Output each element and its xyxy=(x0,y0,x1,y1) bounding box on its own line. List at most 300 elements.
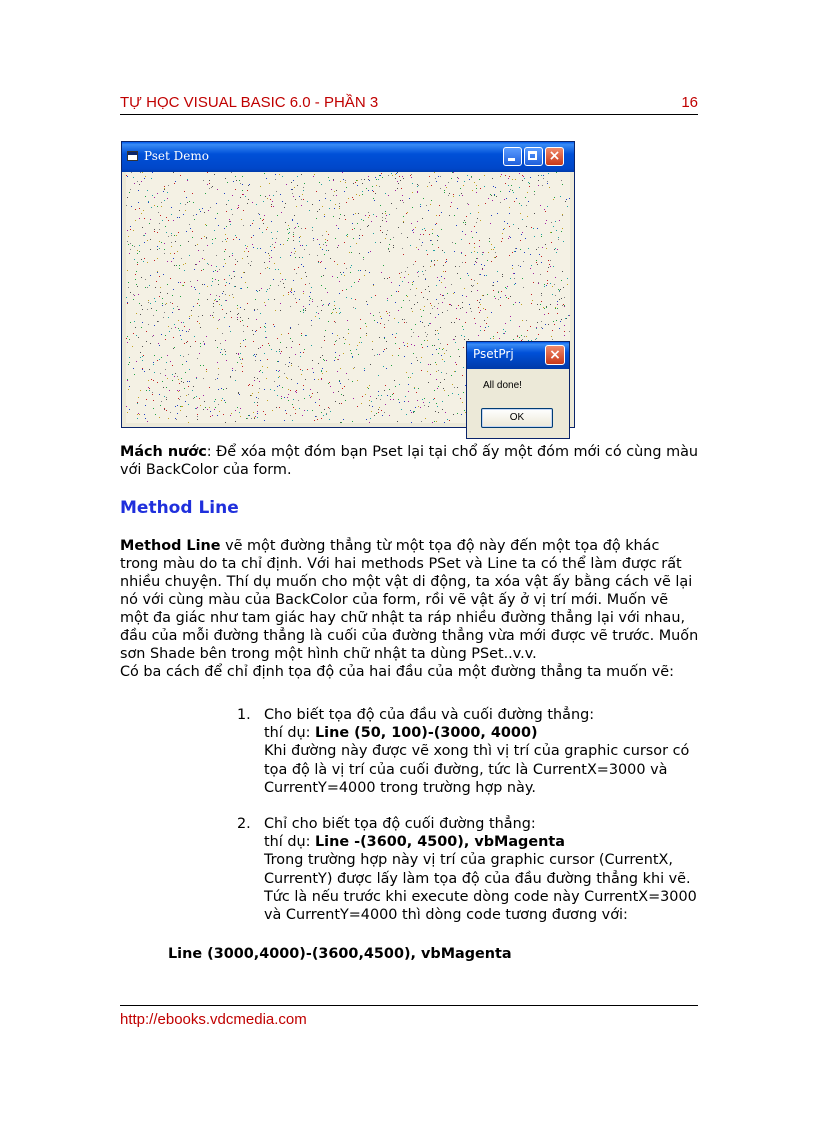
pset-dot xyxy=(342,172,343,173)
pset-dot xyxy=(293,232,294,233)
pset-dot xyxy=(146,399,147,400)
pset-dot xyxy=(247,246,248,247)
pset-dot xyxy=(344,263,345,264)
pset-dot xyxy=(337,335,338,336)
pset-dot xyxy=(326,371,327,372)
pset-dot xyxy=(439,215,440,216)
pset-dot xyxy=(357,406,358,407)
pset-dot xyxy=(389,389,390,390)
pset-dot xyxy=(569,315,570,316)
pset-dot xyxy=(478,335,479,336)
pset-dot xyxy=(293,294,294,295)
pset-dot xyxy=(424,306,425,307)
maximize-button[interactable] xyxy=(524,147,543,166)
pset-dot xyxy=(273,324,274,325)
pset-dot xyxy=(138,337,139,338)
pset-dot xyxy=(368,252,369,253)
pset-dot xyxy=(255,416,256,417)
pset-dot xyxy=(369,422,370,423)
pset-dot xyxy=(154,325,155,326)
pset-dot xyxy=(500,297,501,298)
pset-dot xyxy=(513,224,514,225)
pset-dot xyxy=(212,243,213,244)
pset-dot xyxy=(336,312,337,313)
pset-dot xyxy=(301,174,302,175)
pset-dot xyxy=(404,319,405,320)
pset-dot xyxy=(187,180,188,181)
minimize-button[interactable] xyxy=(503,147,522,166)
pset-dot xyxy=(346,297,347,298)
pset-dot xyxy=(476,232,477,233)
pset-dot xyxy=(187,202,188,203)
pset-dot xyxy=(516,198,517,199)
pset-dot xyxy=(310,389,311,390)
pset-dot xyxy=(456,318,457,319)
pset-dot xyxy=(437,235,438,236)
pset-dot xyxy=(260,273,261,274)
pset-dot xyxy=(537,304,538,305)
pset-dot xyxy=(510,296,511,297)
pset-dot xyxy=(321,347,322,348)
pset-dot xyxy=(536,249,537,250)
pset-dot xyxy=(328,304,329,305)
pset-dot xyxy=(442,302,443,303)
pset-dot xyxy=(405,396,406,397)
pset-dot xyxy=(425,289,426,290)
pset-dot xyxy=(550,304,551,305)
pset-dot xyxy=(230,415,231,416)
pset-dot xyxy=(133,230,134,231)
pset-dot xyxy=(289,362,290,363)
pset-dot xyxy=(559,220,560,221)
pset-dot xyxy=(128,364,129,365)
pset-dot xyxy=(366,326,367,327)
pset-dot xyxy=(145,287,146,288)
pset-dot xyxy=(356,180,357,181)
pset-dot xyxy=(414,387,415,388)
pset-dot xyxy=(312,204,313,205)
pset-dot xyxy=(204,344,205,345)
pset-dot xyxy=(370,364,371,365)
pset-dot xyxy=(564,335,565,336)
pset-dot xyxy=(566,199,567,200)
pset-dot xyxy=(219,269,220,270)
pset-dot xyxy=(342,290,343,291)
pset-dot xyxy=(166,362,167,363)
pset-dot xyxy=(157,272,158,273)
pset-dot xyxy=(210,294,211,295)
window-titlebar[interactable] xyxy=(122,142,574,172)
pset-dot xyxy=(152,336,153,337)
pset-dot xyxy=(311,325,312,326)
pset-dot xyxy=(144,258,145,259)
pset-dot xyxy=(222,241,223,242)
pset-dot xyxy=(186,342,187,343)
pset-dot xyxy=(140,390,141,391)
pset-dot xyxy=(536,338,537,339)
pset-dot xyxy=(297,185,298,186)
pset-dot xyxy=(438,333,439,334)
pset-dot xyxy=(480,188,481,189)
pset-dot xyxy=(161,357,162,358)
pset-dot xyxy=(208,264,209,265)
pset-dot xyxy=(164,186,165,187)
pset-dot xyxy=(299,196,300,197)
pset-dot xyxy=(177,306,178,307)
pset-dot xyxy=(528,248,529,249)
pset-dot xyxy=(355,308,356,309)
pset-dot xyxy=(133,368,134,369)
pset-dot xyxy=(422,322,423,323)
pset-dot xyxy=(168,220,169,221)
pset-dot xyxy=(149,388,150,389)
pset-dot xyxy=(287,229,288,230)
pset-dot xyxy=(173,220,174,221)
pset-dot xyxy=(340,422,341,423)
pset-dot xyxy=(408,282,409,283)
pset-dot xyxy=(272,238,273,239)
pset-dot xyxy=(299,299,300,300)
pset-dot xyxy=(455,336,456,337)
pset-dot xyxy=(150,239,151,240)
pset-dot xyxy=(408,401,409,402)
pset-dot xyxy=(263,223,264,224)
pset-dot xyxy=(492,285,493,286)
pset-dot xyxy=(252,393,253,394)
pset-dot xyxy=(186,231,187,232)
pset-dot xyxy=(182,285,183,286)
pset-dot xyxy=(567,278,568,279)
pset-dot xyxy=(384,412,385,413)
pset-dot xyxy=(175,418,176,419)
pset-dot xyxy=(550,260,551,261)
pset-dot xyxy=(493,290,494,291)
pset-dot xyxy=(188,394,189,395)
pset-dot xyxy=(154,229,155,230)
pset-dot xyxy=(152,195,153,196)
pset-dot xyxy=(271,206,272,207)
pset-dot xyxy=(555,221,556,222)
pset-dot xyxy=(550,232,551,233)
pset-dot xyxy=(189,381,190,382)
pset-dot xyxy=(151,308,152,309)
pset-dot xyxy=(378,391,379,392)
close-button[interactable] xyxy=(545,147,564,166)
pset-dot xyxy=(417,302,418,303)
pset-dot xyxy=(521,304,522,305)
pset-dot xyxy=(140,314,141,315)
pset-dot xyxy=(173,348,174,349)
pset-dot xyxy=(148,302,149,303)
pset-dot xyxy=(458,349,459,350)
pset-dot xyxy=(239,180,240,181)
pset-dot xyxy=(537,228,538,229)
pset-dot xyxy=(496,196,497,197)
pset-dot xyxy=(197,303,198,304)
pset-dot xyxy=(446,187,447,188)
pset-dot xyxy=(388,249,389,250)
pset-dot xyxy=(269,288,270,289)
pset-dot xyxy=(271,204,272,205)
pset-dot xyxy=(452,242,453,243)
pset-dot xyxy=(126,205,127,206)
pset-dot xyxy=(247,190,248,191)
pset-dot xyxy=(167,293,168,294)
pset-dot xyxy=(512,265,513,266)
pset-dot xyxy=(541,295,542,296)
pset-dot xyxy=(189,201,190,202)
pset-dot xyxy=(408,377,409,378)
pset-dot xyxy=(365,323,366,324)
pset-dot xyxy=(441,372,442,373)
pset-dot xyxy=(176,419,177,420)
pset-dot xyxy=(403,300,404,301)
pset-dot xyxy=(300,356,301,357)
pset-dot xyxy=(390,399,391,400)
pset-dot xyxy=(211,285,212,286)
footer-link[interactable]: http://ebooks.vdcmedia.com xyxy=(120,1011,307,1028)
pset-dot xyxy=(368,190,369,191)
pset-dot xyxy=(151,207,152,208)
pset-dot xyxy=(141,305,142,306)
pset-dot xyxy=(559,290,560,291)
pset-dot xyxy=(379,186,380,187)
pset-dot xyxy=(299,408,300,409)
pset-dot xyxy=(275,310,276,311)
pset-dot xyxy=(285,279,286,280)
pset-dot xyxy=(425,332,426,333)
pset-dot xyxy=(334,301,335,302)
pset-dot xyxy=(290,291,291,292)
pset-dot xyxy=(158,212,159,213)
pset-dot xyxy=(426,205,427,206)
pset-dot xyxy=(230,331,231,332)
pset-dot xyxy=(170,412,171,413)
pset-dot xyxy=(488,252,489,253)
pset-dot xyxy=(435,411,436,412)
pset-dot xyxy=(320,247,321,248)
pset-dot xyxy=(164,189,165,190)
pset-dot xyxy=(510,278,511,279)
pset-dot xyxy=(197,414,198,415)
pset-dot xyxy=(430,374,431,375)
pset-dot xyxy=(214,300,215,301)
pset-dot xyxy=(540,274,541,275)
pset-dot xyxy=(492,200,493,201)
pset-dot xyxy=(454,251,455,252)
pset-dot xyxy=(242,176,243,177)
pset-dot xyxy=(435,317,436,318)
pset-dot xyxy=(127,230,128,231)
pset-dot xyxy=(333,180,334,181)
pset-dot xyxy=(173,289,174,290)
pset-dot xyxy=(263,411,264,412)
pset-dot xyxy=(218,225,219,226)
pset-dot xyxy=(243,325,244,326)
pset-dot xyxy=(304,349,305,350)
pset-dot xyxy=(284,373,285,374)
pset-dot xyxy=(215,299,216,300)
pset-dot xyxy=(257,248,258,249)
pset-dot xyxy=(398,399,399,400)
pset-dot xyxy=(252,223,253,224)
pset-dot xyxy=(130,229,131,230)
pset-dot xyxy=(438,370,439,371)
pset-dot xyxy=(146,331,147,332)
pset-dot xyxy=(294,215,295,216)
pset-dot xyxy=(235,189,236,190)
pset-dot xyxy=(175,406,176,407)
pset-dot xyxy=(396,291,397,292)
pset-dot xyxy=(179,265,180,266)
pset-dot xyxy=(461,253,462,254)
pset-dot xyxy=(456,364,457,365)
pset-dot xyxy=(137,286,138,287)
pset-dot xyxy=(394,318,395,319)
pset-dot xyxy=(225,422,226,423)
pset-dot xyxy=(365,394,366,395)
pset-dot xyxy=(389,244,390,245)
pset-dot xyxy=(166,387,167,388)
message-box-close-button[interactable]: × xyxy=(545,345,565,365)
pset-dot xyxy=(471,311,472,312)
pset-dot xyxy=(304,183,305,184)
pset-dot xyxy=(225,402,226,403)
pset-dot xyxy=(178,282,179,283)
pset-dot xyxy=(557,313,558,314)
pset-dot xyxy=(438,386,439,387)
pset-dot xyxy=(157,232,158,233)
pset-dot xyxy=(305,335,306,336)
pset-dot xyxy=(288,389,289,390)
pset-dot xyxy=(325,242,326,243)
pset-dot xyxy=(368,388,369,389)
pset-dot xyxy=(538,175,539,176)
pset-dot xyxy=(447,310,448,311)
pset-dot xyxy=(532,300,533,301)
pset-dot xyxy=(321,371,322,372)
pset-dot xyxy=(217,328,218,329)
pset-dot xyxy=(451,305,452,306)
pset-dot xyxy=(195,341,196,342)
pset-dot xyxy=(404,277,405,278)
pset-dot xyxy=(356,194,357,195)
pset-dot xyxy=(402,248,403,249)
message-box-titlebar[interactable] xyxy=(467,342,569,369)
pset-dot xyxy=(422,271,423,272)
pset-dot xyxy=(453,414,454,415)
pset-dot xyxy=(444,422,445,423)
pset-dot xyxy=(280,281,281,282)
pset-dot xyxy=(429,291,430,292)
pset-dot xyxy=(401,409,402,410)
pset-dot xyxy=(516,248,517,249)
pset-dot xyxy=(203,409,204,410)
pset-dot xyxy=(174,235,175,236)
pset-dot xyxy=(273,206,274,207)
pset-dot xyxy=(127,197,128,198)
pset-dot xyxy=(462,231,463,232)
pset-dot xyxy=(267,289,268,290)
pset-dot xyxy=(502,238,503,239)
pset-dot xyxy=(415,261,416,262)
pset-dot xyxy=(312,360,313,361)
pset-dot xyxy=(455,371,456,372)
pset-dot xyxy=(400,200,401,201)
pset-dot xyxy=(158,321,159,322)
pset-dot xyxy=(387,300,388,301)
pset-dot xyxy=(560,289,561,290)
pset-dot xyxy=(447,344,448,345)
pset-dot xyxy=(433,399,434,400)
pset-dot xyxy=(424,326,425,327)
pset-dot xyxy=(415,407,416,408)
pset-dot xyxy=(391,282,392,283)
pset-dot xyxy=(231,278,232,279)
pset-dot xyxy=(291,347,292,348)
pset-dot xyxy=(361,219,362,220)
pset-dot xyxy=(355,299,356,300)
pset-dot xyxy=(505,175,506,176)
pset-dot xyxy=(167,284,168,285)
pset-dot xyxy=(289,232,290,233)
pset-dot xyxy=(373,198,374,199)
pset-dot xyxy=(436,403,437,404)
pset-dot xyxy=(492,178,493,179)
pset-dot xyxy=(351,298,352,299)
pset-dot xyxy=(257,417,258,418)
pset-dot xyxy=(360,328,361,329)
pset-dot xyxy=(404,356,405,357)
pset-dot xyxy=(236,237,237,238)
pset-dot xyxy=(551,222,552,223)
pset-dot xyxy=(563,241,564,242)
pset-dot xyxy=(217,347,218,348)
pset-dot xyxy=(477,300,478,301)
pset-dot xyxy=(320,262,321,263)
pset-dot xyxy=(461,193,462,194)
pset-dot xyxy=(146,390,147,391)
pset-dot xyxy=(434,250,435,251)
pset-dot xyxy=(154,205,155,206)
pset-dot xyxy=(137,418,138,419)
ok-button[interactable]: OK xyxy=(481,408,553,428)
pset-dot xyxy=(494,194,495,195)
pset-dot xyxy=(162,298,163,299)
pset-dot xyxy=(385,404,386,405)
pset-dot xyxy=(281,351,282,352)
pset-dot xyxy=(554,284,555,285)
pset-dot xyxy=(471,176,472,177)
pset-dot xyxy=(250,395,251,396)
pset-dot xyxy=(461,239,462,240)
pset-dot xyxy=(448,395,449,396)
pset-dot xyxy=(257,402,258,403)
pset-dot xyxy=(323,415,324,416)
pset-dot xyxy=(397,188,398,189)
pset-dot xyxy=(443,388,444,389)
pset-dot xyxy=(432,354,433,355)
pset-dot xyxy=(353,238,354,239)
pset-dot xyxy=(477,258,478,259)
pset-dot xyxy=(181,258,182,259)
pset-dot xyxy=(245,282,246,283)
pset-dot xyxy=(406,322,407,323)
pset-dot xyxy=(437,330,438,331)
pset-dot xyxy=(497,213,498,214)
pset-dot xyxy=(142,309,143,310)
pset-dot xyxy=(427,186,428,187)
